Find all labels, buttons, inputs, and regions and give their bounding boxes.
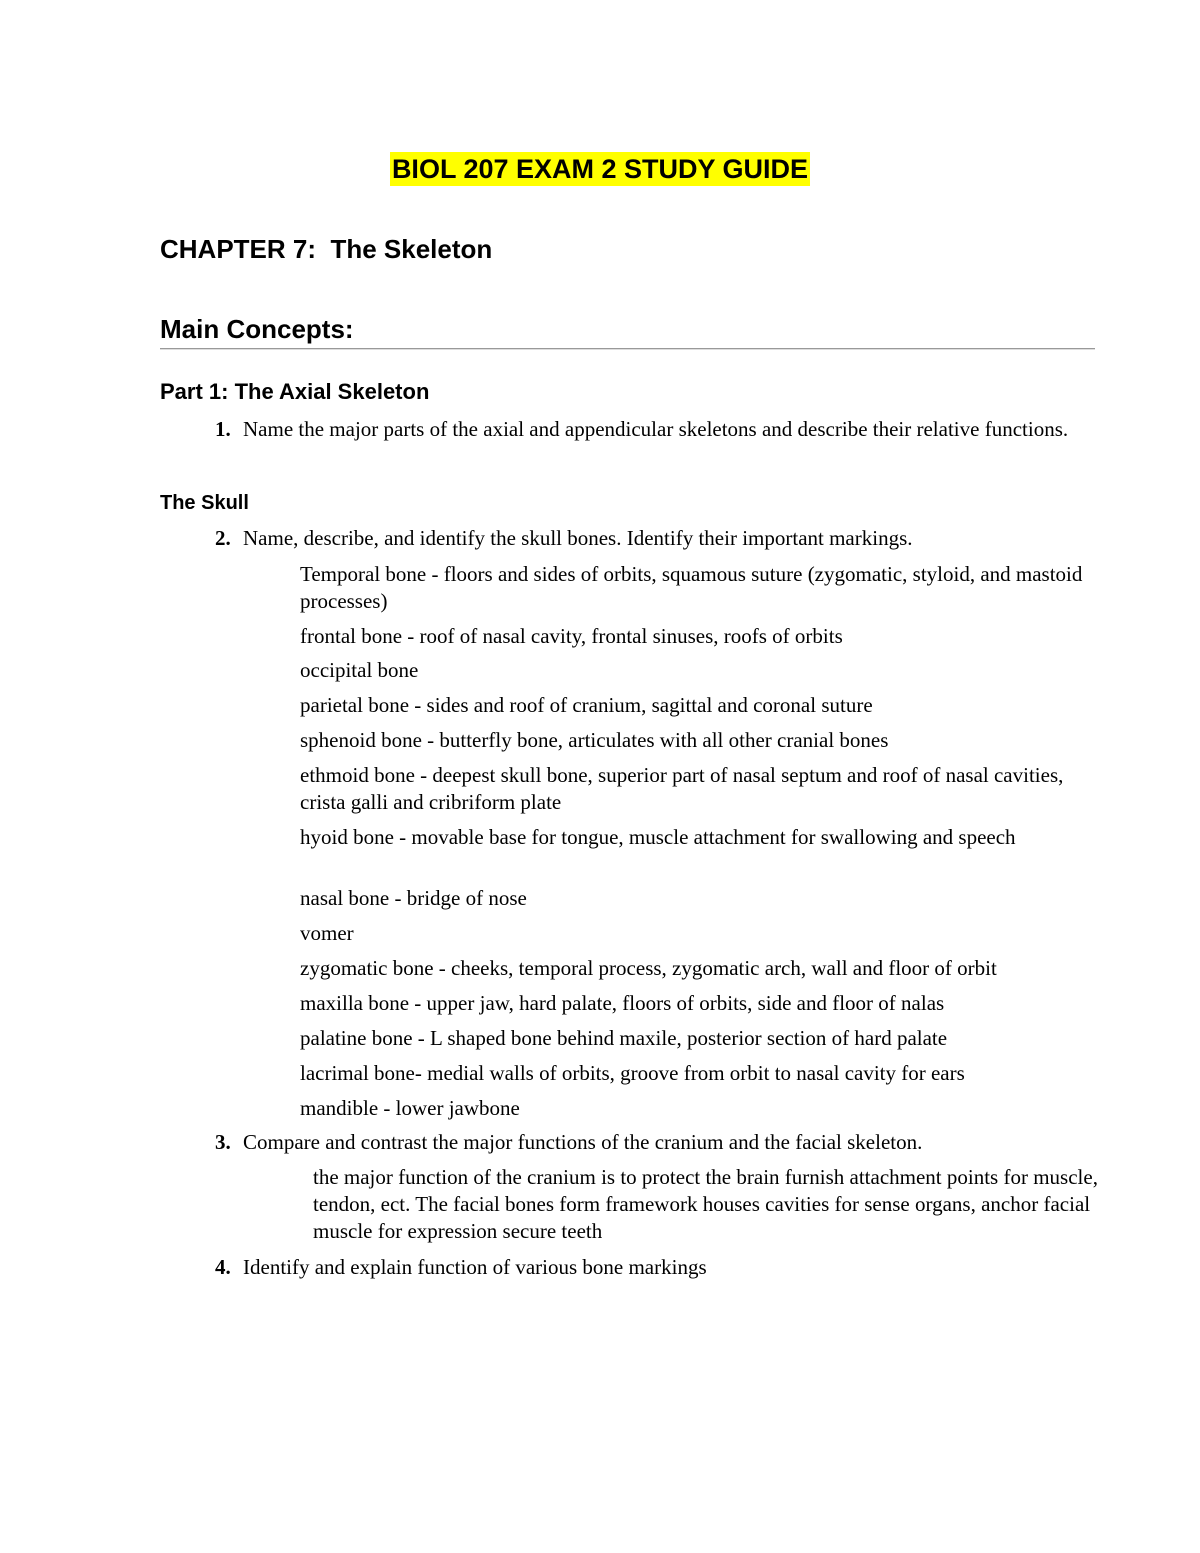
skull-heading: The Skull: [160, 492, 249, 514]
answer-3: the major function of the cranium is to protect the brain furnish attachment points for muscle, tendon, ect. The facial bones form framework houses cavities for sense organs, anchor facial muscle for expression secure teeth: [313, 1165, 1098, 1243]
question-number: 4.: [215, 1255, 231, 1279]
question-number: 3.: [215, 1130, 231, 1154]
chapter-heading: CHAPTER 7: The Skeleton: [160, 234, 493, 264]
question-text: Identify and explain function of various bone markings: [243, 1255, 707, 1279]
bone-item-maxilla: maxilla bone - upper jaw, hard palate, floors of orbits, side and floor of nalas: [300, 991, 945, 1015]
main-concepts-heading: Main Concepts:: [160, 314, 354, 344]
question-number: 2.: [215, 526, 231, 550]
document-title: BIOL 207 EXAM 2 STUDY GUIDE: [391, 154, 809, 184]
bone-item-zygomatic: zygomatic bone - cheeks, temporal process, zygomatic arch, wall and floor of orbit: [300, 956, 997, 980]
bone-item-hyoid: hyoid bone - movable base for tongue, muscle attachment for swallowing and speech: [300, 825, 1016, 849]
bone-item-lacrimal: lacrimal bone- medial walls of orbits, groove from orbit to nasal cavity for ears: [300, 1061, 965, 1085]
bone-item-frontal: frontal bone - roof of nasal cavity, frontal sinuses, roofs of orbits: [300, 624, 843, 648]
bone-item-parietal: parietal bone - sides and roof of cranium, sagittal and coronal suture: [300, 693, 873, 717]
bone-item-sphenoid: sphenoid bone - butterfly bone, articulates with all other cranial bones: [300, 728, 889, 752]
question-text: Name, describe, and identify the skull bones. Identify their important markings.: [243, 526, 913, 550]
bone-item-occipital: occipital bone: [300, 658, 419, 682]
question-text: Compare and contrast the major functions of the cranium and the facial skeleton.: [243, 1130, 923, 1154]
bone-item-vomer: vomer: [300, 921, 354, 945]
question-number: 1.: [215, 417, 231, 441]
question-text: Name the major parts of the axial and appendicular skeletons and describe their relative functions.: [243, 417, 1069, 441]
title-container: [0, 152, 1200, 186]
part1-heading: Part 1: The Axial Skeleton: [160, 379, 430, 404]
bone-item-mandible: mandible - lower jawbone: [300, 1096, 520, 1120]
section-divider: [160, 348, 1095, 350]
bone-item-palatine: palatine bone - L shaped bone behind maxile, posterior section of hard palate: [300, 1026, 948, 1050]
bone-item-nasal: nasal bone - bridge of nose: [300, 886, 527, 910]
bone-item-ethmoid: ethmoid bone - deepest skull bone, superior part of nasal septum and roof of nasal cavities, crista galli and cribriform plate: [300, 763, 1064, 814]
bone-item-temporal: Temporal bone - floors and sides of orbits, squamous suture (zygomatic, styloid, and mastoid processes): [300, 562, 1083, 613]
